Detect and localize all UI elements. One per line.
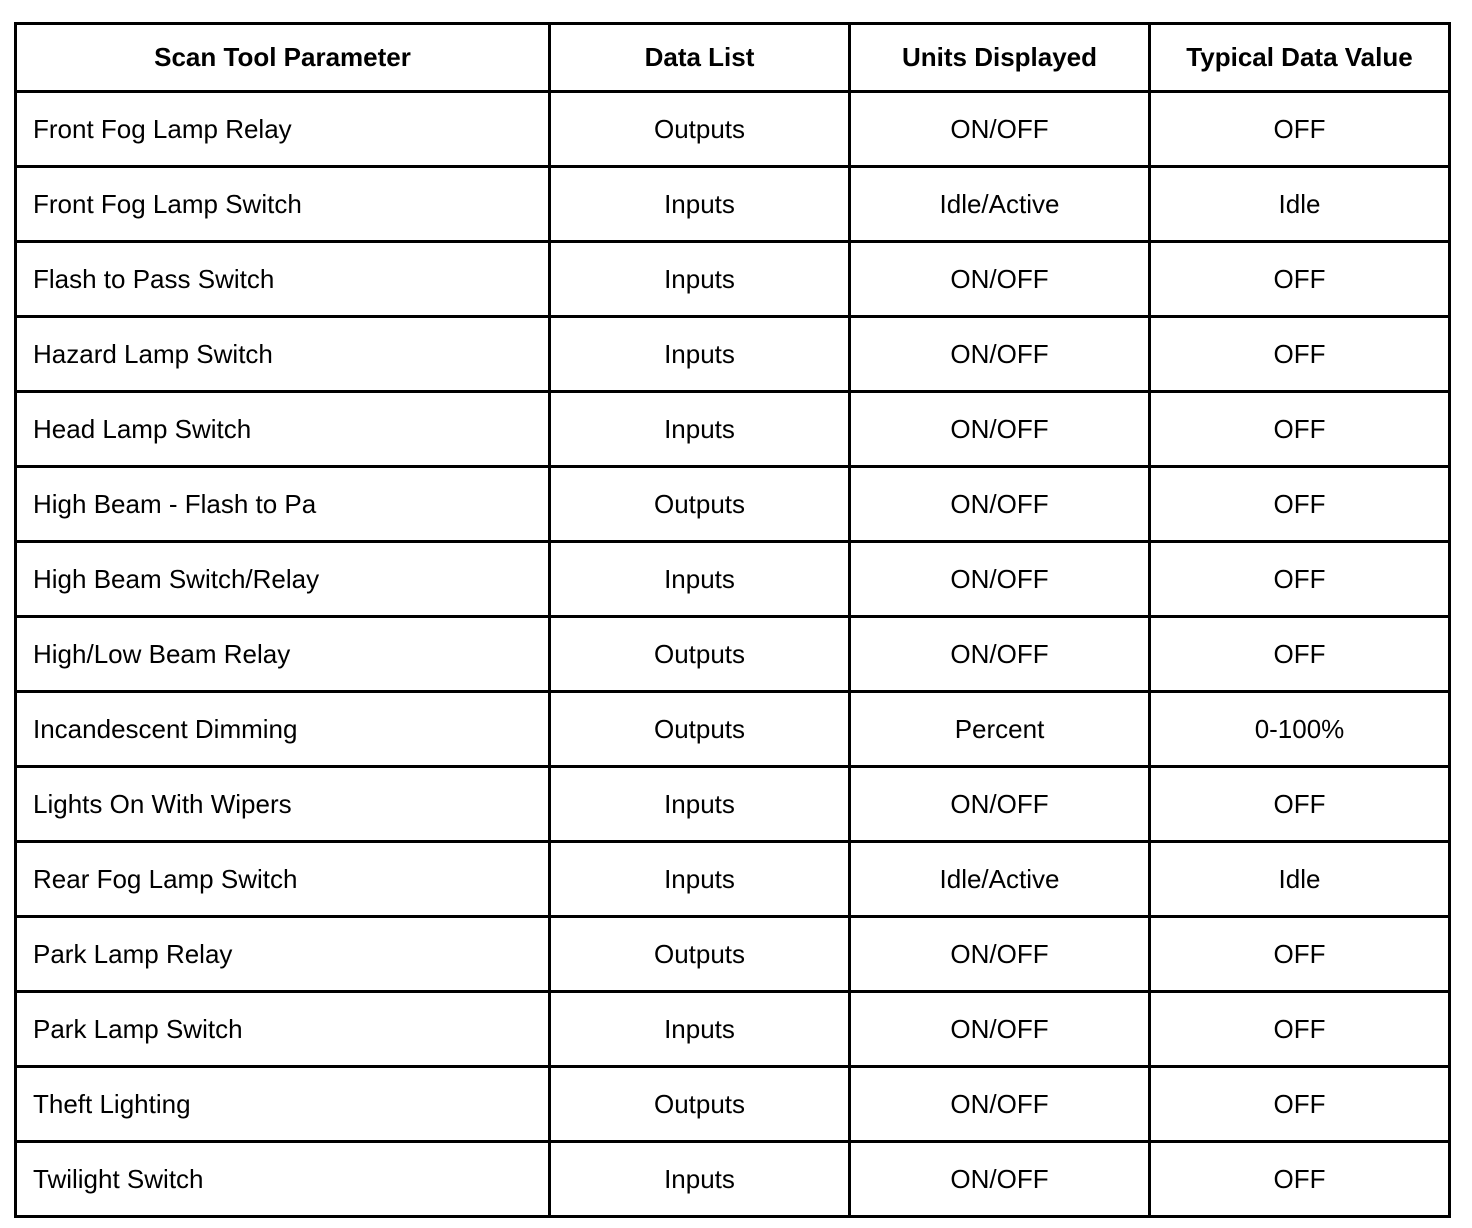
cell-scan-tool-parameter: Front Fog Lamp Switch [16, 167, 550, 242]
cell-typical-data-value: Idle [1150, 842, 1450, 917]
cell-typical-data-value: OFF [1150, 992, 1450, 1067]
scan-tool-data-table-container [14, 22, 1451, 1218]
cell-units-displayed: ON/OFF [850, 617, 1150, 692]
cell-data-list: Outputs [550, 92, 850, 167]
cell-scan-tool-parameter: Twilight Switch [16, 1142, 550, 1217]
table-row [16, 842, 1450, 917]
table-row [16, 167, 1450, 242]
table-row [16, 542, 1450, 617]
cell-units-displayed: ON/OFF [850, 1142, 1150, 1217]
cell-typical-data-value: 0-100% [1150, 692, 1450, 767]
cell-data-list: Outputs [550, 692, 850, 767]
cell-data-list: Inputs [550, 542, 850, 617]
table-row [16, 467, 1450, 542]
cell-units-displayed: ON/OFF [850, 317, 1150, 392]
cell-scan-tool-parameter: Flash to Pass Switch [16, 242, 550, 317]
table-row [16, 992, 1450, 1067]
cell-units-displayed: Percent [850, 692, 1150, 767]
cell-typical-data-value: OFF [1150, 92, 1450, 167]
cell-typical-data-value: OFF [1150, 542, 1450, 617]
table-row [16, 242, 1450, 317]
cell-data-list: Inputs [550, 767, 850, 842]
table-row [16, 917, 1450, 992]
cell-scan-tool-parameter: Incandescent Dimming [16, 692, 550, 767]
cell-scan-tool-parameter: Theft Lighting [16, 1067, 550, 1142]
header-scan-tool-parameter: Scan Tool Parameter [16, 24, 550, 92]
cell-scan-tool-parameter: Lights On With Wipers [16, 767, 550, 842]
cell-units-displayed: ON/OFF [850, 917, 1150, 992]
table-row [16, 1067, 1450, 1142]
cell-scan-tool-parameter: Hazard Lamp Switch [16, 317, 550, 392]
cell-units-displayed: Idle/Active [850, 167, 1150, 242]
header-typical-data-value: Typical Data Value [1150, 24, 1450, 92]
cell-scan-tool-parameter: Rear Fog Lamp Switch [16, 842, 550, 917]
cell-scan-tool-parameter: High/Low Beam Relay [16, 617, 550, 692]
table-header-row [16, 24, 1450, 92]
table-row [16, 92, 1450, 167]
cell-data-list: Inputs [550, 842, 850, 917]
cell-data-list: Inputs [550, 167, 850, 242]
cell-scan-tool-parameter: Head Lamp Switch [16, 392, 550, 467]
cell-typical-data-value: Idle [1150, 167, 1450, 242]
cell-scan-tool-parameter: Front Fog Lamp Relay [16, 92, 550, 167]
table-row [16, 692, 1450, 767]
table-row [16, 317, 1450, 392]
cell-scan-tool-parameter: High Beam - Flash to Pa [16, 467, 550, 542]
cell-units-displayed: ON/OFF [850, 1067, 1150, 1142]
cell-data-list: Inputs [550, 317, 850, 392]
cell-typical-data-value: OFF [1150, 467, 1450, 542]
table-row [16, 1142, 1450, 1217]
cell-data-list: Outputs [550, 917, 850, 992]
cell-scan-tool-parameter: Park Lamp Relay [16, 917, 550, 992]
table-row [16, 617, 1450, 692]
table-row [16, 392, 1450, 467]
cell-units-displayed: ON/OFF [850, 242, 1150, 317]
cell-typical-data-value: OFF [1150, 1142, 1450, 1217]
cell-data-list: Inputs [550, 1142, 850, 1217]
cell-units-displayed: Idle/Active [850, 842, 1150, 917]
header-units-displayed: Units Displayed [850, 24, 1150, 92]
cell-data-list: Inputs [550, 992, 850, 1067]
cell-data-list: Inputs [550, 242, 850, 317]
cell-units-displayed: ON/OFF [850, 992, 1150, 1067]
cell-units-displayed: ON/OFF [850, 392, 1150, 467]
table-row [16, 767, 1450, 842]
cell-units-displayed: ON/OFF [850, 542, 1150, 617]
cell-scan-tool-parameter: Park Lamp Switch [16, 992, 550, 1067]
cell-data-list: Outputs [550, 617, 850, 692]
cell-units-displayed: ON/OFF [850, 467, 1150, 542]
cell-typical-data-value: OFF [1150, 767, 1450, 842]
cell-units-displayed: ON/OFF [850, 92, 1150, 167]
cell-data-list: Outputs [550, 467, 850, 542]
cell-units-displayed: ON/OFF [850, 767, 1150, 842]
cell-typical-data-value: OFF [1150, 317, 1450, 392]
scan-tool-data-table [14, 22, 1451, 1218]
cell-data-list: Inputs [550, 392, 850, 467]
cell-scan-tool-parameter: High Beam Switch/Relay [16, 542, 550, 617]
cell-typical-data-value: OFF [1150, 917, 1450, 992]
cell-typical-data-value: OFF [1150, 1067, 1450, 1142]
cell-data-list: Outputs [550, 1067, 850, 1142]
table-body [16, 92, 1450, 1217]
header-data-list: Data List [550, 24, 850, 92]
cell-typical-data-value: OFF [1150, 617, 1450, 692]
cell-typical-data-value: OFF [1150, 242, 1450, 317]
cell-typical-data-value: OFF [1150, 392, 1450, 467]
